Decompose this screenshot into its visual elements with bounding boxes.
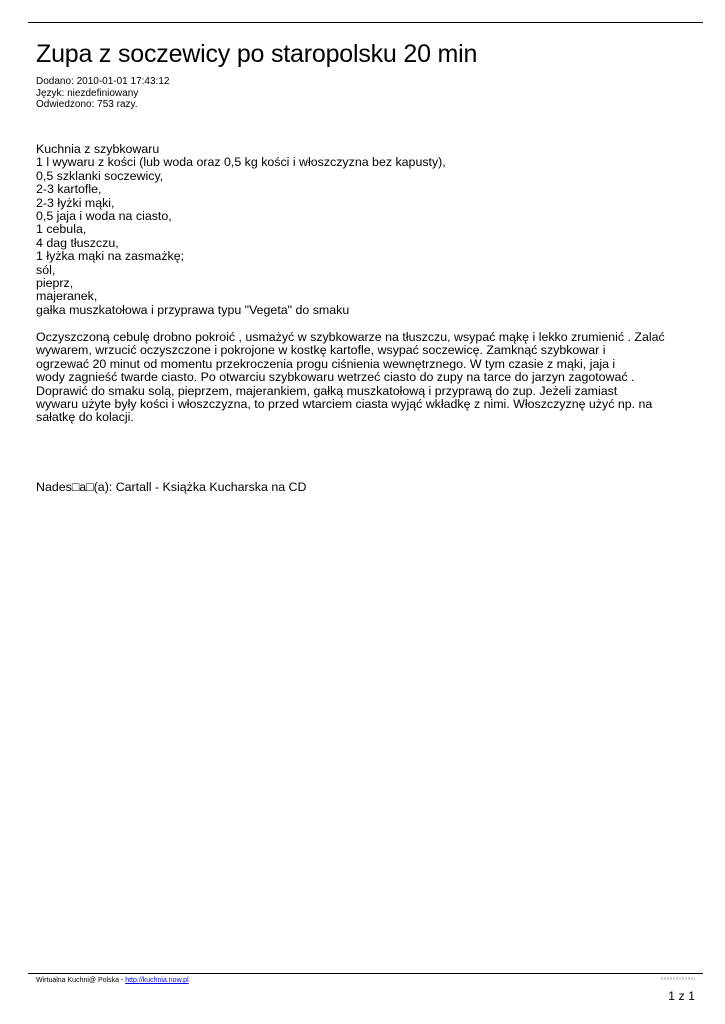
language: Język: niezdefiniowany	[36, 87, 139, 99]
ingredients-line: pieprz,	[36, 276, 74, 291]
instructions-line: Doprawić do smaku solą, pieprzem, majerankiem, gałką muszkatołową i przyprawą do zup. Jeżeli zamiast	[36, 383, 618, 398]
ingredients-list	[36, 143, 446, 317]
ingredients-line: majeranek,	[36, 289, 98, 304]
ingredients-line: 0,5 jaja i woda na ciasto,	[36, 209, 172, 224]
footer-fine-print	[661, 977, 695, 980]
instructions-line: ogrzewać 20 minut od momentu przekroczenia progu ciśnienia wewnętrznego. W tym czasie z mąki, jaja i	[36, 356, 616, 371]
date-added: Dodano: 2010-01-01 17:43:12	[36, 76, 170, 87]
footer-site	[36, 976, 189, 985]
ingredients-line: gałka muszkatołowa i przyprawa typu "Vegeta" do smaku	[36, 302, 350, 317]
ingredients-line: Kuchnia z szybkowaru	[36, 142, 160, 156]
ingredients-line: 1 l wywaru z kości (lub woda oraz 0,5 kg kości i włoszczyzna bez kapusty),	[36, 155, 446, 170]
ingredients-line: 2-3 łyżki mąki,	[36, 195, 115, 210]
instructions-paragraph	[36, 331, 665, 425]
ingredients-line: 1 cebula,	[36, 222, 87, 237]
ingredients-line: sól,	[36, 262, 56, 277]
instructions-line: wody zagnieść twarde ciasto. Po otwarciu szybkowaru wetrzeć ciasto do zupy na tarce do jarzyn zagotować .	[36, 370, 635, 385]
instructions-line: sałatkę do kolacji.	[36, 410, 134, 425]
footer-site-link[interactable]: http://kuchnia.now.pl	[125, 977, 189, 984]
page-title: Zupa z soczewicy po staropolsku 20 min	[36, 40, 478, 68]
top-divider	[28, 22, 703, 23]
footer-site-label: Wirtualna Kuchni@ Polska -	[36, 977, 126, 984]
page-number: 1 z 1	[668, 989, 695, 1003]
ingredients-line: 0,5 szklanki soczewicy,	[36, 168, 164, 183]
ingredients-line: 4 dag tłuszczu,	[36, 235, 119, 250]
instructions-line: wywaru użyte były kości i włoszczyzna, to przed wtarciem ciasta wyjąć wkładkę z nimi. Włoszczyznę użyć np. na	[36, 397, 653, 412]
visit-count: Odwiedzono: 753 razy.	[36, 99, 138, 110]
sender-credit: Nades□a□(a): Cartall - Książka Kucharska na CD	[36, 480, 307, 494]
instructions-line: Oczyszczoną cebulę drobno pokroić , usmażyć w szybkowarze na tłuszczu, wsypać mąkę i lekko zrumienić . Zalać	[36, 330, 665, 344]
ingredients-line: 1 łyżka mąki na zasmażkę;	[36, 249, 185, 264]
instructions-line: wywarem, wrzucić oczyszczone i pokrojone w kostkę kartofle, wsypać soczewicę. Zamknąć szybkowar i	[36, 343, 606, 358]
bottom-divider	[28, 973, 703, 974]
ingredients-line: 2-3 kartofle,	[36, 182, 102, 197]
recipe-meta	[36, 76, 169, 111]
